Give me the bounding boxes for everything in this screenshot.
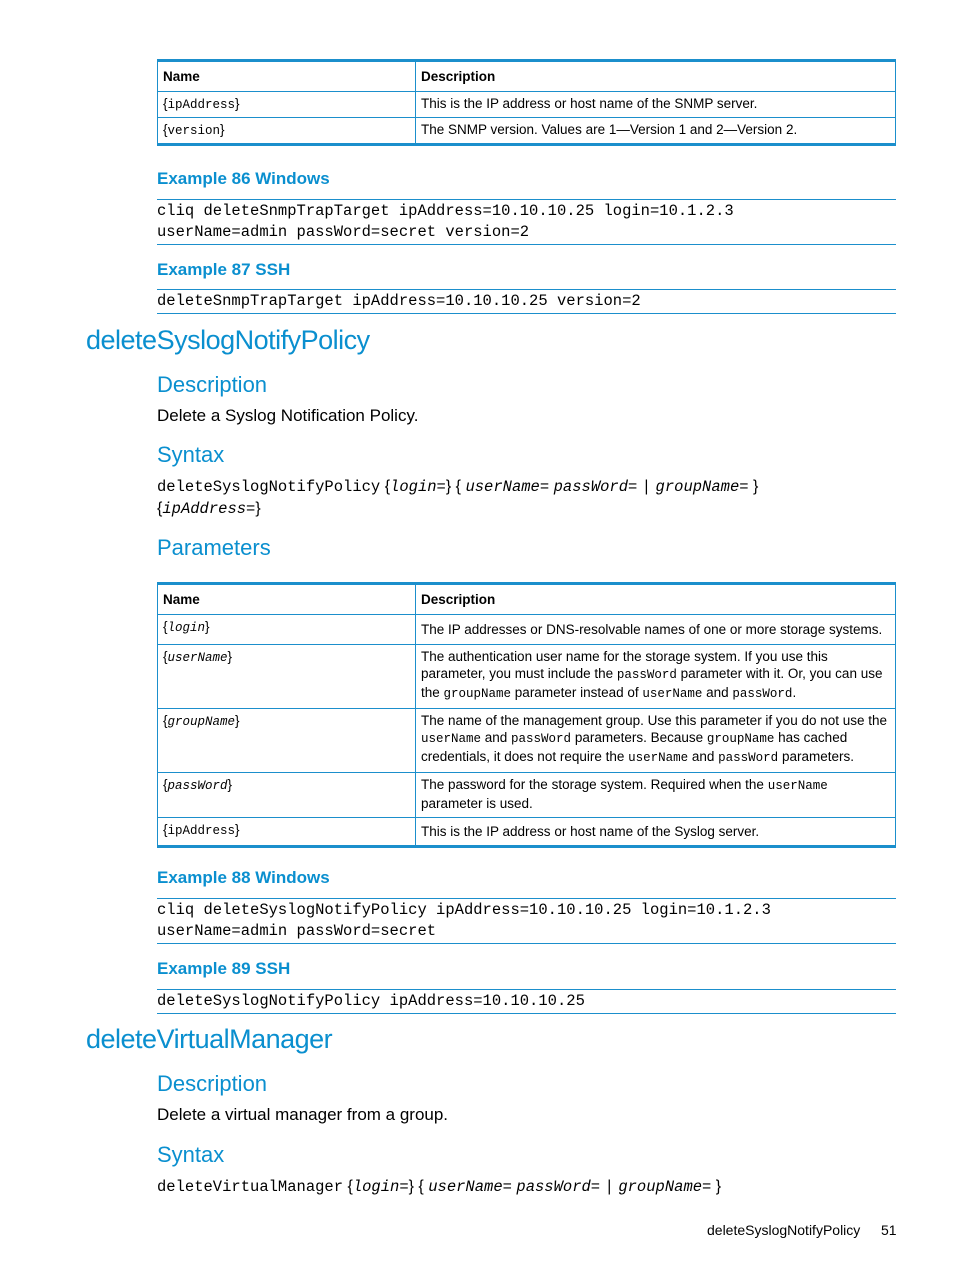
syntax-line: deleteSyslogNotifyPolicy {login=} { userName= passWord= | groupName= } [157, 478, 759, 496]
param-description: The IP addresses or DNS-resolvable names of one or more storage systems. [416, 615, 896, 645]
table-row [158, 709, 896, 773]
syntax-login: login= [352, 1178, 409, 1196]
table-header-description: Description [416, 61, 896, 92]
code-line: deleteSnmpTrapTarget ipAddress=10.10.10.25 version=2 [157, 292, 641, 310]
syntax-command: deleteSyslogNotifyPolicy [157, 478, 381, 496]
syntax-line: deleteVirtualManager {login=} { userName= passWord= | groupName= } [157, 1178, 722, 1196]
syntax-password: passWord= [553, 478, 638, 496]
syntax-password: passWord= [516, 1178, 601, 1196]
footer-section-label: deleteSyslogNotifyPolicy [707, 1222, 861, 1238]
example-87-code [157, 289, 896, 314]
syntax-groupname: groupName= [655, 478, 749, 496]
syntax-username: userName= [428, 1178, 512, 1196]
param-name: {ipAddress} [158, 92, 416, 118]
syntax-username: userName= [465, 478, 550, 496]
param-description: This is the IP address or host name of the SNMP server. [416, 92, 896, 118]
example-88-title: Example 88 Windows [157, 868, 330, 887]
syntax-heading: Syntax [157, 1142, 225, 1167]
syntax-ipaddress: ipAddress= [162, 500, 256, 518]
table-row [158, 818, 896, 847]
syntax-login: login= [390, 478, 446, 496]
table-row [158, 118, 896, 145]
description-text: Delete a virtual manager from a group. [157, 1105, 449, 1124]
table-row [158, 615, 896, 645]
example-89-code [157, 989, 896, 1014]
param-description: The password for the storage system. Required when the userName parameter is used. [416, 773, 896, 818]
syntax-groupname: groupName= [618, 1178, 712, 1196]
parameters-heading: Parameters [157, 535, 271, 560]
example-88-code [157, 898, 896, 944]
example-87-title: Example 87 SSH [157, 260, 291, 279]
param-name: {login} [158, 615, 416, 645]
example-86-title: Example 86 Windows [157, 169, 330, 188]
syntax-command: deleteVirtualManager [157, 1178, 344, 1196]
param-description: The authentication user name for the storage system. If you use this parameter, you must include the passWord parameter with it. Or, you can use the groupName parameter instead of userName and passWord. [416, 645, 896, 709]
param-name: {passWord} [158, 773, 416, 818]
table-row [158, 773, 896, 818]
param-name: {userName} [158, 645, 416, 709]
param-name: {version} [158, 118, 416, 145]
section-title-deletesyslognotifypolicy: deleteSyslogNotifyPolicy [86, 325, 370, 355]
snmp-parameters-table [157, 59, 896, 146]
table-header-name: Name [158, 61, 416, 92]
description-heading: Description [157, 372, 268, 397]
code-line: userName=admin passWord=secret [157, 922, 437, 940]
param-name: {ipAddress} [158, 818, 416, 847]
table-row [158, 92, 896, 118]
param-description: The name of the management group. Use this parameter if you do not use the userName and passWord parameters. Because groupName has cached credentials, it does not require the userName and passWord parameters. [416, 709, 896, 773]
table-header-name: Name [158, 584, 416, 615]
code-line: cliq deleteSyslogNotifyPolicy ipAddress=10.10.10.25 login=10.1.2.3 [157, 901, 771, 919]
example-86-code [157, 199, 896, 245]
syntax-line: {ipAddress=} [157, 500, 261, 518]
syslog-parameters-table [157, 582, 896, 848]
section-title-deletevirtualmanager: deleteVirtualManager [86, 1024, 333, 1054]
syntax-heading: Syntax [157, 442, 225, 467]
page-number: 51 [881, 1222, 897, 1238]
code-line: cliq deleteSnmpTrapTarget ipAddress=10.10.10.25 login=10.1.2.3 [157, 202, 734, 220]
param-description: The SNMP version. Values are 1—Version 1 and 2—Version 2. [416, 118, 896, 145]
code-line: userName=admin passWord=secret version=2 [157, 223, 530, 241]
table-row [158, 645, 896, 709]
param-description: This is the IP address or host name of the Syslog server. [416, 818, 896, 847]
description-text: Delete a Syslog Notification Policy. [157, 406, 419, 425]
code-line: deleteSyslogNotifyPolicy ipAddress=10.10.10.25 [157, 992, 585, 1010]
table-header-description: Description [416, 584, 896, 615]
description-heading: Description [157, 1071, 268, 1096]
param-name: {groupName} [158, 709, 416, 773]
example-89-title: Example 89 SSH [157, 959, 291, 978]
